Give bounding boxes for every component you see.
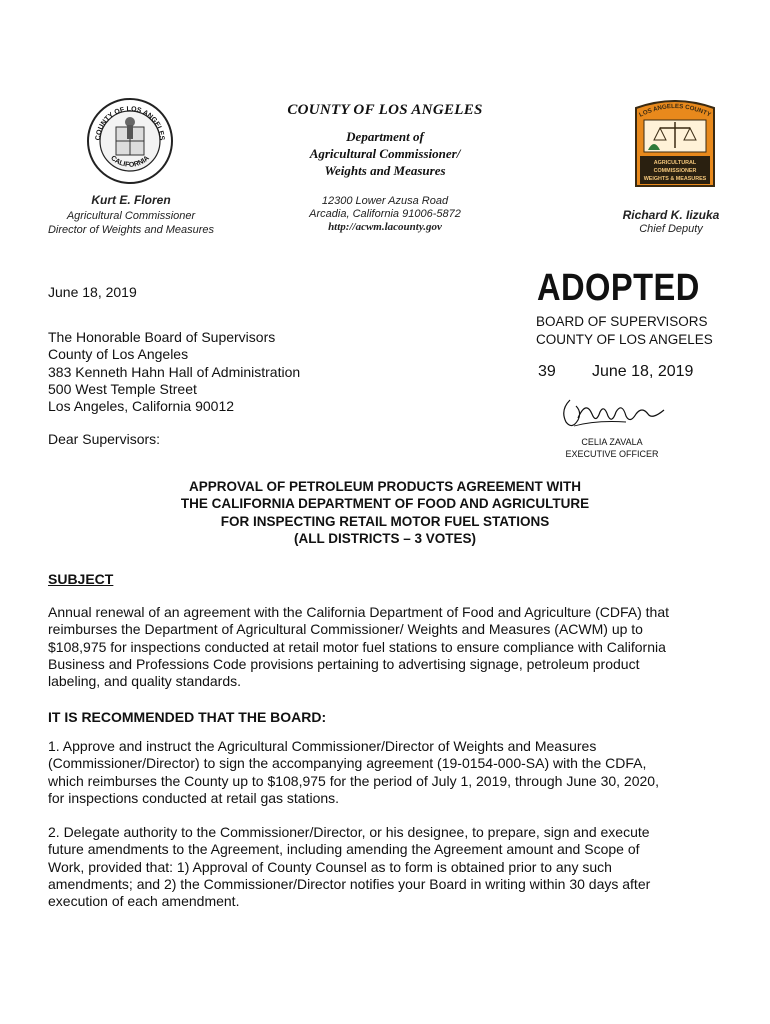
paragraph-line: for inspections conducted at retail gas stations. — [48, 789, 340, 806]
title-line: APPROVAL OF PETROLEUM PRODUCTS AGREEMENT WITH — [188, 479, 581, 494]
addressee-line: Los Angeles, California 90012 — [48, 398, 235, 415]
county-seal-logo — [86, 97, 174, 185]
county-name: COUNTY OF LOS ANGELES — [287, 102, 483, 118]
subject-heading: SUBJECT — [48, 571, 114, 587]
salutation: Dear Supervisors: — [48, 431, 161, 447]
department-line-2: Agricultural Commissioner/ — [309, 146, 461, 161]
chief-deputy-name: Richard K. Iizuka — [622, 208, 720, 222]
recommendation-item-2 — [48, 824, 728, 910]
commissioner-title: Agricultural Commissioner — [66, 210, 196, 222]
title-line: THE CALIFORNIA DEPARTMENT OF FOOD AND AGRICULTURE — [180, 496, 590, 512]
addressee-line: County of Los Angeles — [48, 346, 189, 363]
board-stamp-text — [536, 313, 713, 348]
svg-text:CALIFORNIA: CALIFORNIA — [109, 154, 151, 169]
paragraph-line: Business and Professions Code provisions pertaining to advertising signage, petroleum product — [48, 655, 640, 672]
chief-deputy-title: Chief Deputy — [639, 223, 703, 235]
adopted-stamp: ADOPTED — [537, 267, 700, 309]
address-line-2: Arcadia, California 91006-5872 — [309, 208, 461, 220]
paragraph-line: execution of each amendment. — [48, 893, 240, 910]
signature-image — [556, 390, 666, 432]
signer-title: EXECUTIVE OFFICER — [565, 448, 659, 459]
addressee-line: 383 Kenneth Hahn Hall of Administration — [48, 363, 301, 380]
paragraph-line: reimburses the Department of Agricultural Commissioner/ Weights and Measures (ACWM) up to — [48, 621, 643, 638]
signer-name: CELIA ZAVALA — [581, 437, 643, 447]
addressee-block — [48, 329, 300, 415]
svg-text:LOS ANGELES COUNTY: LOS ANGELES COUNTY — [638, 102, 712, 119]
addressee-line: The Honorable Board of Supervisors — [48, 329, 276, 345]
paragraph-line: Annual renewal of an agreement with the California Department of Food and Agriculture (CDFA) that — [48, 604, 669, 620]
addressee-line: 500 West Temple Street — [48, 380, 197, 397]
commissioner-name: Kurt E. Floren — [91, 193, 171, 207]
paragraph-line: 2. Delegate authority to the Commissioner/Director, or his designee, to prepare, sign and execute — [48, 824, 650, 840]
paragraph-line: (Commissioner/Director) to sign the accompanying agreement (19-0154-000-SA) with the CDFA, — [48, 755, 647, 772]
paragraph-line: labeling, and quality standards. — [48, 673, 242, 690]
commissioner-title-2: Director of Weights and Measures — [47, 224, 215, 236]
agenda-item-number: 39 — [538, 363, 556, 380]
department-line-1: Department of — [346, 129, 424, 144]
website-link[interactable]: http://acwm.lacounty.gov — [328, 221, 442, 233]
recommendation-heading: IT IS RECOMMENDED THAT THE BOARD: — [48, 709, 327, 725]
svg-text:COMMISSIONER: COMMISSIONER — [653, 168, 697, 174]
board-line-1: BOARD OF SUPERVISORS — [536, 314, 708, 329]
title-line: FOR INSPECTING RETAIL MOTOR FUEL STATIONS — [220, 513, 550, 529]
paragraph-line: which reimburses the County up to $108,975 for the period of July 1, 2019, through June 30, 2020, — [48, 772, 659, 789]
acwm-seal-logo — [634, 100, 716, 188]
paragraph-line: future amendments to the Agreement, including amending the Agreement amount and Scope of — [48, 841, 640, 858]
department-name — [250, 128, 520, 179]
svg-text:COUNTY OF LOS ANGELES: COUNTY OF LOS ANGELES — [94, 105, 166, 141]
department-line-3: Weights and Measures — [324, 163, 446, 178]
paragraph-line: amendments; and 2) the Commissioner/Director notifies your Board in writing within 30 days after — [48, 875, 651, 892]
board-line-2: COUNTY OF LOS ANGELES — [536, 331, 713, 347]
document-title — [0, 478, 770, 547]
paragraph-line: $108,975 for inspections conducted at retail motor fuel stations to ensure compliance with California — [48, 638, 666, 655]
signer-block — [556, 437, 668, 460]
title-line: (ALL DISTRICTS – 3 VOTES) — [293, 530, 477, 546]
svg-text:WEIGHTS & MEASURES: WEIGHTS & MEASURES — [643, 176, 707, 182]
paragraph-line: Work, provided that: 1) Approval of County Counsel as to form is obtained prior to any such — [48, 858, 612, 875]
subject-paragraph — [48, 604, 728, 690]
svg-text:AGRICULTURAL: AGRICULTURAL — [653, 160, 697, 166]
recommendation-item-1 — [48, 738, 728, 807]
paragraph-line: 1. Approve and instruct the Agricultural Commissioner/Director of Weights and Measures — [48, 738, 597, 754]
letter-date: June 18, 2019 — [48, 284, 137, 300]
adopted-date: June 18, 2019 — [592, 363, 694, 380]
address-line-1: 12300 Lower Azusa Road — [321, 195, 449, 207]
